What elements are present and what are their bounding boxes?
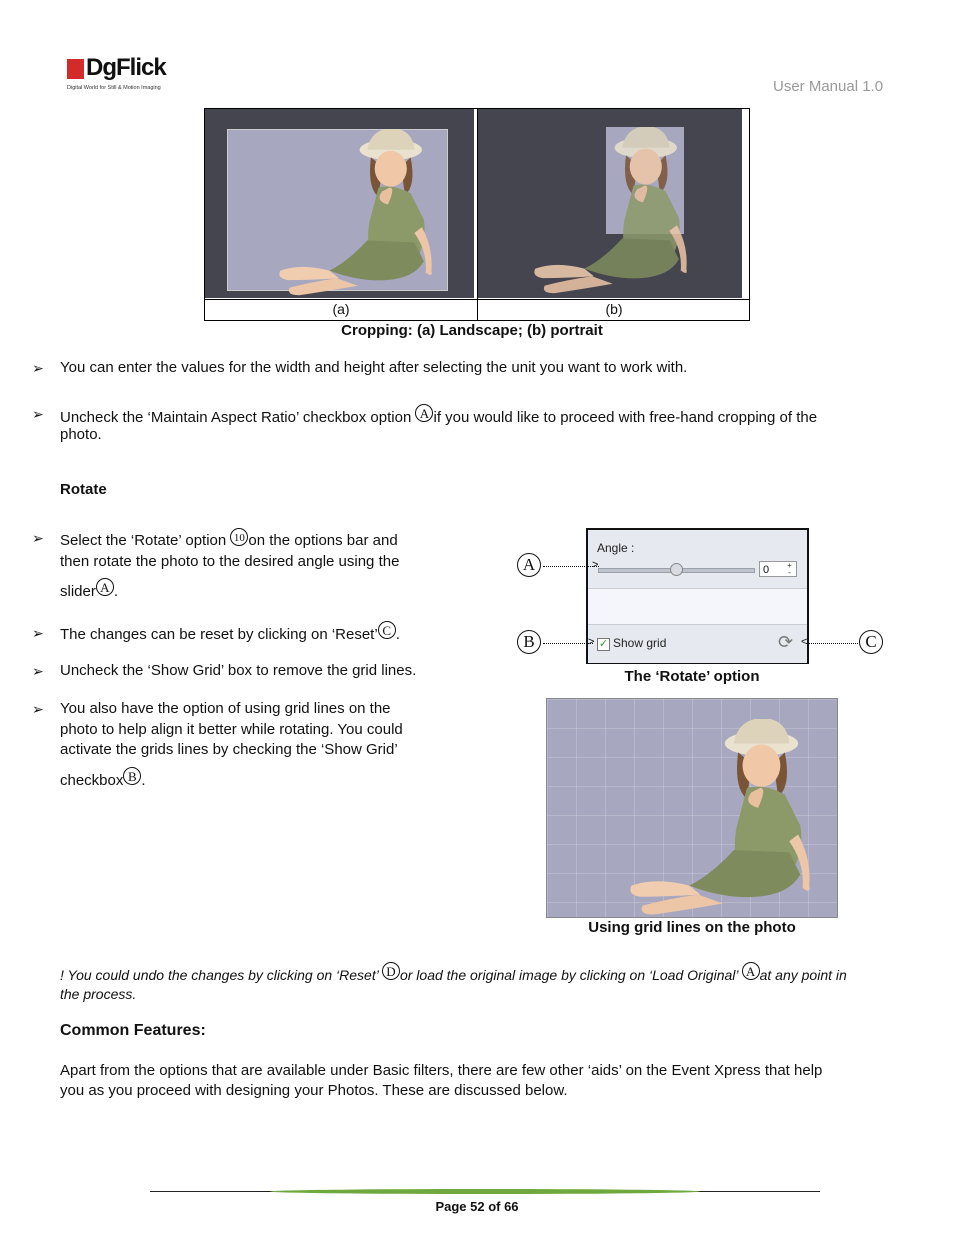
marker-b-icon: B — [123, 767, 141, 785]
crop-label-a: (a) — [332, 301, 350, 317]
bullet-arrow-icon: ➢ — [32, 360, 44, 376]
bullet-arrow-icon: ➢ — [32, 625, 44, 641]
common-heading: Common Features: — [60, 1022, 206, 1039]
marker-d-icon: D — [382, 962, 400, 980]
logo — [67, 56, 167, 96]
logo-icon — [67, 59, 84, 79]
page-number: Page 52 of 66 — [435, 1199, 519, 1214]
footer-divider — [150, 1189, 820, 1195]
marker-c-icon: C — [378, 621, 396, 639]
callout-c-icon: C — [859, 630, 883, 654]
marker-a-icon: A — [742, 962, 760, 980]
angle-input[interactable]: 0 — [759, 561, 797, 577]
callout-a-arrowhead: > — [592, 559, 599, 571]
bullet-reset: The changes can be reset by clicking on ‘Reset’ C . — [60, 623, 400, 643]
bullet-aspect-ratio: Uncheck the ‘Maintain Aspect Ratio’ checkbox option A if you would like to proceed with free-hand cropping of the — [60, 406, 818, 426]
crop-figure — [204, 108, 750, 321]
marker-10-icon: 10 — [230, 528, 248, 546]
marker-a-icon: A — [96, 578, 114, 596]
marker-a-icon: A — [415, 404, 433, 422]
rotate-panel — [586, 528, 809, 664]
bullet-arrow-icon: ➢ — [32, 663, 44, 679]
rotate-heading: Rotate — [60, 481, 107, 498]
callout-c-arrowhead: < — [801, 636, 808, 648]
show-grid-label: Show grid — [613, 636, 667, 650]
crop-image-portrait — [478, 109, 742, 298]
callout-b-icon: B — [517, 630, 541, 654]
crop-label-b: (b) — [605, 301, 623, 317]
logo-tagline: Digital World for Still & Motion Imaging — [67, 85, 161, 91]
undo-note-line2: the process. — [60, 986, 137, 1002]
bullet-units: You can enter the values for the width and height after selecting the unit you want to work with. — [60, 359, 688, 376]
common-line2: you as you proceed with designing your Photos. These are discussed below. — [60, 1082, 568, 1099]
manual-label: User Manual 1.0 — [773, 78, 884, 95]
crop-image-landscape — [205, 109, 474, 298]
bullet-show-grid: Uncheck the ‘Show Grid’ box to remove the grid lines. — [60, 662, 417, 679]
angle-stepper[interactable]: + - — [787, 561, 792, 577]
grid-caption: Using grid lines on the photo — [588, 919, 796, 936]
undo-note: ! You could undo the changes by clicking on ‘Reset’ D or load the original image by clicking on ‘Load Original’ A at any point in — [60, 964, 847, 983]
rotate-caption: The ‘Rotate’ option — [624, 668, 760, 685]
reset-icon[interactable]: ⟳ — [778, 632, 794, 652]
callout-a-line — [543, 566, 599, 567]
bullet-rotate: Select the ‘Rotate’ option 10 on the options bar and then rotate the photo to the desired angle using the slider A . — [60, 528, 399, 603]
bullet-arrow-icon: ➢ — [32, 701, 44, 717]
callout-b-line — [543, 643, 593, 644]
callout-c-line — [806, 643, 858, 644]
show-grid-checkbox[interactable]: ✓ — [598, 638, 609, 650]
bullet-arrow-icon: ➢ — [32, 406, 44, 422]
bullet-grid-lines: You also have the option of using grid lines on the photo to help align it better while rotating. You could activate the grids lines by checking the ‘Show Grid’ checkbox B . — [60, 700, 403, 789]
crop-caption: Cropping: (a) Landscape; (b) portrait — [341, 322, 603, 339]
angle-label: Angle : — [597, 541, 635, 555]
angle-slider-thumb[interactable] — [670, 563, 683, 576]
grid-photo — [546, 698, 838, 918]
logo-text: DgFlick — [86, 54, 166, 81]
callout-a-icon: A — [517, 553, 541, 577]
bullet-aspect-ratio-line2: photo. — [60, 426, 102, 443]
callout-b-arrowhead: > — [588, 636, 595, 648]
common-line1: Apart from the options that are available under Basic filters, there are few other ‘aids’ on the Event Xpress that help — [60, 1062, 823, 1079]
bullet-arrow-icon: ➢ — [32, 530, 44, 546]
